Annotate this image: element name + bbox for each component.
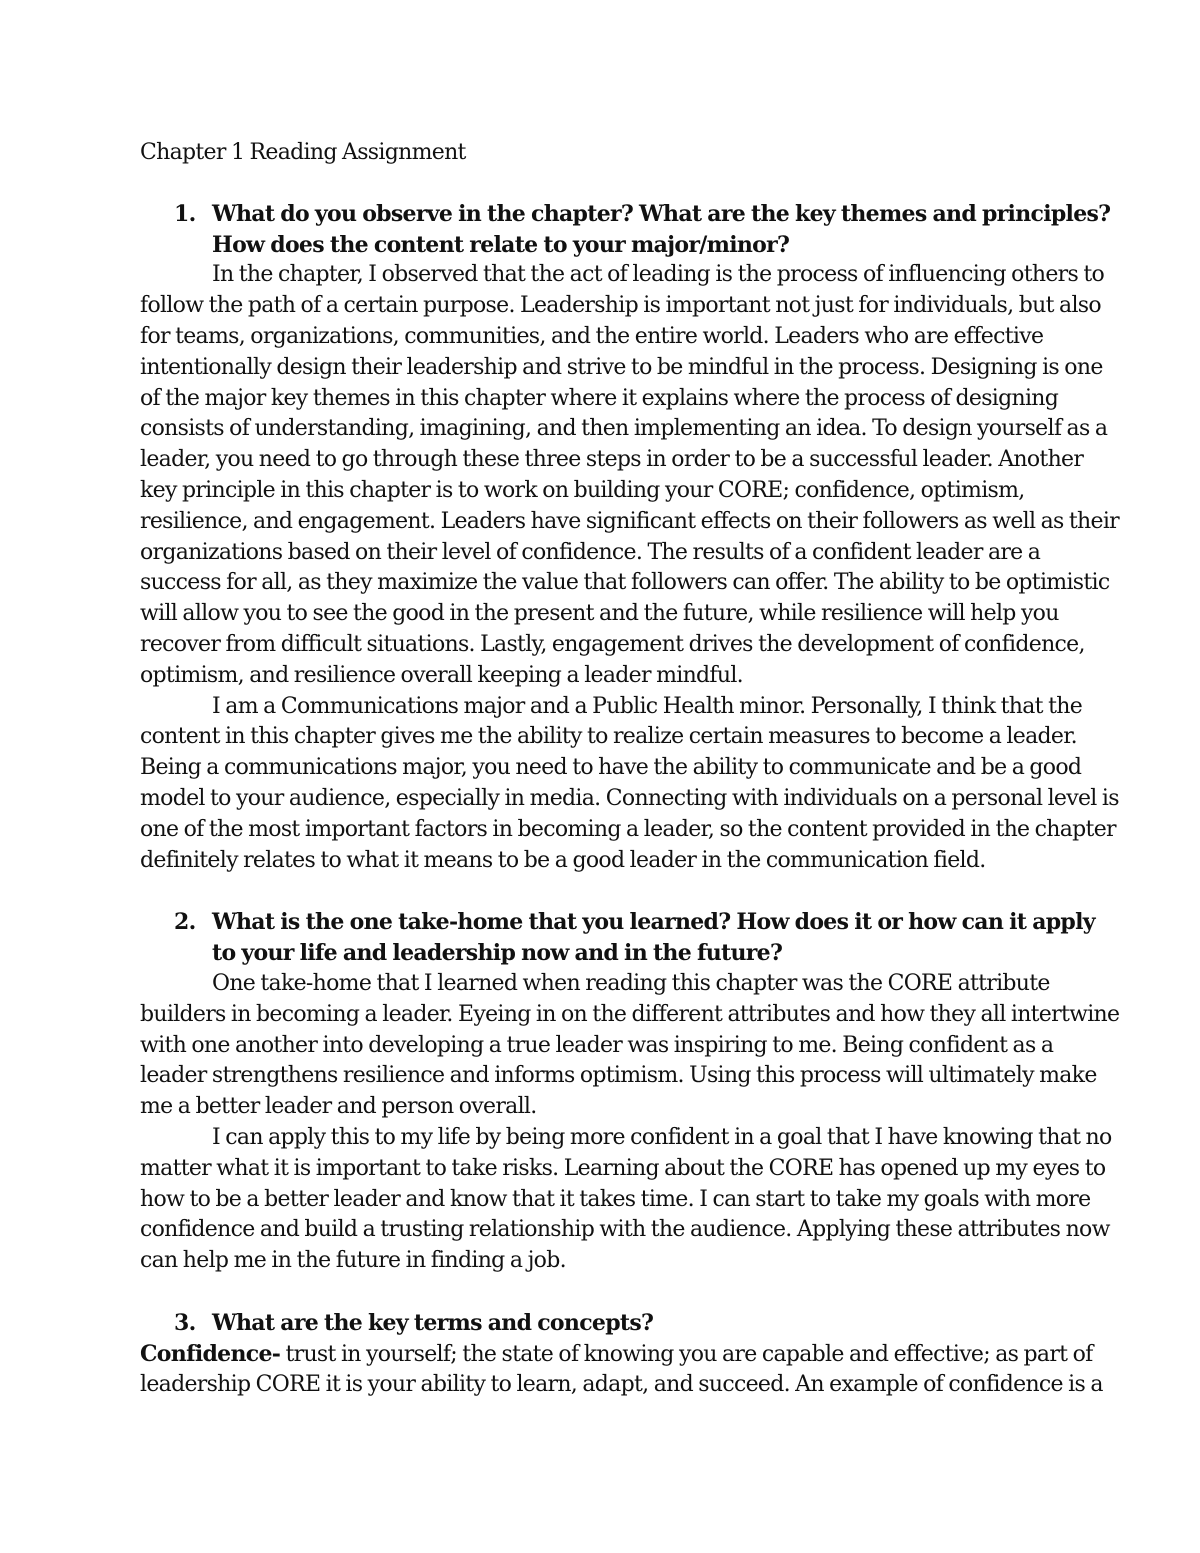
document-title: Chapter 1 Reading Assignment xyxy=(140,140,466,165)
answer-paragraph: I am a Communications major and a Public Health minor. Personally, I think that the content in this chapter gives me the ability to realize certain measures to become a leader. Being a communications major, you need to have the ability to communicate and be a good model to your audience, especially in media. Connecting with individuals on a personal level is one of the most important factors in becoming a leader, so the content provided in the chapter definitely relates to what it means to be a good leader in the communication field. xyxy=(140,693,1119,873)
question-1 xyxy=(140,199,1120,261)
section-gap xyxy=(140,1277,1120,1308)
key-term-definition: trust in yourself; the state of knowing you are capable and effective; as part of leadership CORE it is your ability to learn, adapt, and succeed. An example of confidence is a xyxy=(140,1341,1103,1398)
section-gap xyxy=(140,876,1120,907)
question-2 xyxy=(140,907,1120,969)
question-3 xyxy=(140,1308,1120,1339)
section-3 xyxy=(140,1308,1120,1401)
section-1 xyxy=(140,199,1120,877)
key-term: Confidence- xyxy=(140,1340,281,1367)
question-number: 3. xyxy=(174,1309,196,1336)
key-term-entry xyxy=(140,1339,1120,1402)
question-text: What are the key terms and concepts? xyxy=(212,1309,654,1336)
document-body xyxy=(140,138,1120,1401)
section-2 xyxy=(140,907,1120,1277)
answer-paragraph: In the chapter, I observed that the act of leading is the process of influencing others to follow the path of a certain purpose. Leadership is important not just for individuals, but also for teams, organizations, communities, and the entire world. Leaders who are effective intentionally design their leadership and strive to be mindful in the process. Designing is one of the major key themes in this chapter where it explains where the process of designing consists of understanding, imagining, and then implementing an idea. To design yourself as a leader, you need to go through these three steps in order to be a successful leader. Another key principle in this chapter is to work on building your CORE; confidence, optimism, resilience, and engagement. Leaders have significant effects on their followers as well as their organizations based on their level of confidence. The results of a confident leader are a success for all, as they maximize the value that followers can offer. The ability to be optimistic will allow you to see the good in the present and the future, while resilience will help you recover from difficult situations. Lastly, engagement drives the development of confidence, optimism, and resilience overall keeping a leader mindful. xyxy=(140,262,1119,688)
question-number: 2. xyxy=(174,909,196,936)
answer-paragraph: I can apply this to my life by being more confident in a goal that I have knowing that no matter what it is important to take risks. Learning about the CORE has opened up my eyes to how to be a better leader and know that it takes time. I can start to take my goals with more confidence and build a trusting relationship with the audience. Applying these attributes now can help me in the future in finding a job. xyxy=(140,1124,1112,1274)
question-text: What do you observe in the chapter? What are the key themes and principles? How does the content relate to your major/minor? xyxy=(212,200,1111,258)
question-text: What is the one take-home that you learned? How does it or how can it apply to your life and leadership now and in the future? xyxy=(212,909,1095,967)
question-number: 1. xyxy=(174,200,196,227)
answer-paragraph: One take-home that I learned when reading this chapter was the CORE attribute builders in becoming a leader. Eyeing in on the different attributes and how they all intertwine with one another into developing a true leader was inspiring to me. Being confident as a leader strengthens resilience and informs optimism. Using this process will ultimately make me a better leader and person overall. xyxy=(140,970,1120,1120)
